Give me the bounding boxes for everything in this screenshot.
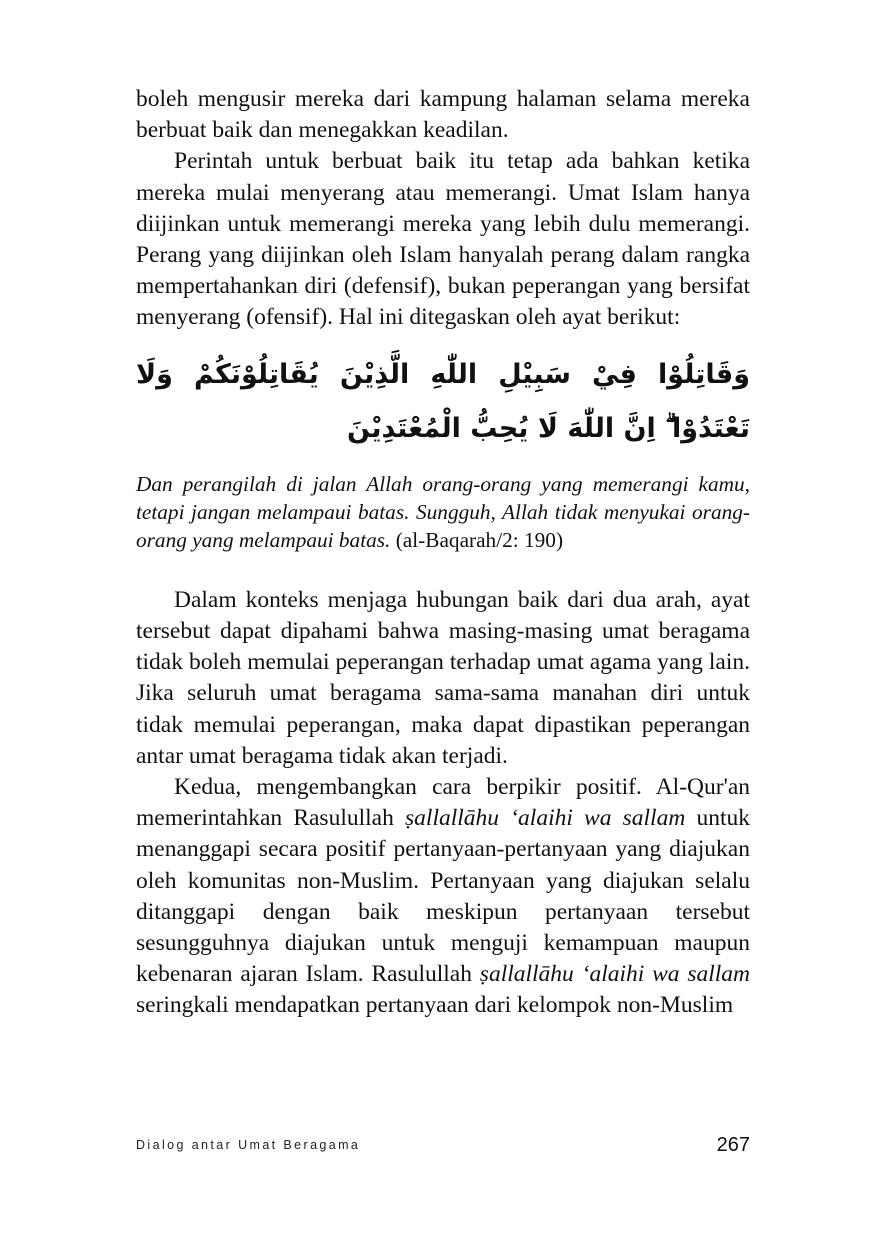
honorific-phrase: ṣallallāhu ‘alaihi wa sallam — [405, 805, 686, 832]
honorific-phrase: ṣallallāhu ‘alaihi wa sallam — [479, 961, 751, 988]
footer-book-title: Dialog antar Umat Beragama — [136, 1138, 361, 1152]
paragraph-text-segment: Kedua, mengembangkan cara berpikir positif. Al-Qur'an memerintahkan Rasulullah — [136, 774, 750, 832]
paragraph-continuation: boleh mengusir mereka dari kampung halaman selama mereka berbuat baik dan menegakkan keadilan. — [136, 86, 750, 144]
paragraph-text-segment: untuk menanggapi secara positif pertanyaan-pertanyaan yang diajukan oleh komunitas non-Muslim. Pertanyaan yang diajukan selalu ditanggapi dengan baik meskipun pertanyaan tersebut sesungguhnya diajukan untuk menguji kemampuan maupun kebenaran ajaran Islam. Rasulullah — [136, 805, 751, 988]
page-body — [136, 84, 750, 1022]
verse-translation-text: Dan perangilah di jalan Allah orang-orang yang memerangi kamu, tetapi jangan melampaui batas. Sungguh, Allah tidak menyukai orang-orang yang melampaui batas. — [136, 471, 750, 553]
paragraph-command-good-deeds: Perintah untuk berbuat baik itu tetap ada bahkan ketika mereka mulai menyerang atau memerangi. Umat Islam hanya diijinkan untuk memerangi mereka yang lebih dulu memerangi. Perang yang diijinkan oleh Islam hanyalah perang dalam rangka mempertahankan diri (defensif), bukan peperangan yang bersifat menyerang (ofensif). Hal ini ditegaskan oleh ayat berikut: — [136, 148, 750, 331]
page-number: 267 — [716, 1134, 750, 1156]
paragraph-text-segment: seringkali mendapatkan pertanyaan dari kelompok non-Muslim — [136, 992, 734, 1019]
verse-translation — [136, 470, 750, 555]
paragraph-positive-thinking — [136, 772, 750, 1022]
paragraph-context: Dalam konteks menjaga hubungan baik dari dua arah, ayat tersebut dapat dipahami bahwa masing-masing umat beragama tidak boleh memulai peperangan terhadap umat agama yang lain. Jika seluruh umat beragama sama-sama manahan diri untuk tidak memulai peperangan, maka dapat dipastikan peperangan antar umat beragama tidak akan terjadi. — [136, 586, 750, 769]
verse-reference: (al-Baqarah/2: 190) — [395, 528, 564, 553]
quran-verse-arabic: وَقَاتِلُوْا فِيْ سَبِيْلِ اللّٰهِ الَّذِيْنَ يُقَاتِلُوْنَكُمْ وَلَا تَعْتَدُوْا ۗ اِنَّ اللّٰهَ لَا يُحِبُّ الْمُعْتَدِيْنَ — [136, 358, 750, 444]
